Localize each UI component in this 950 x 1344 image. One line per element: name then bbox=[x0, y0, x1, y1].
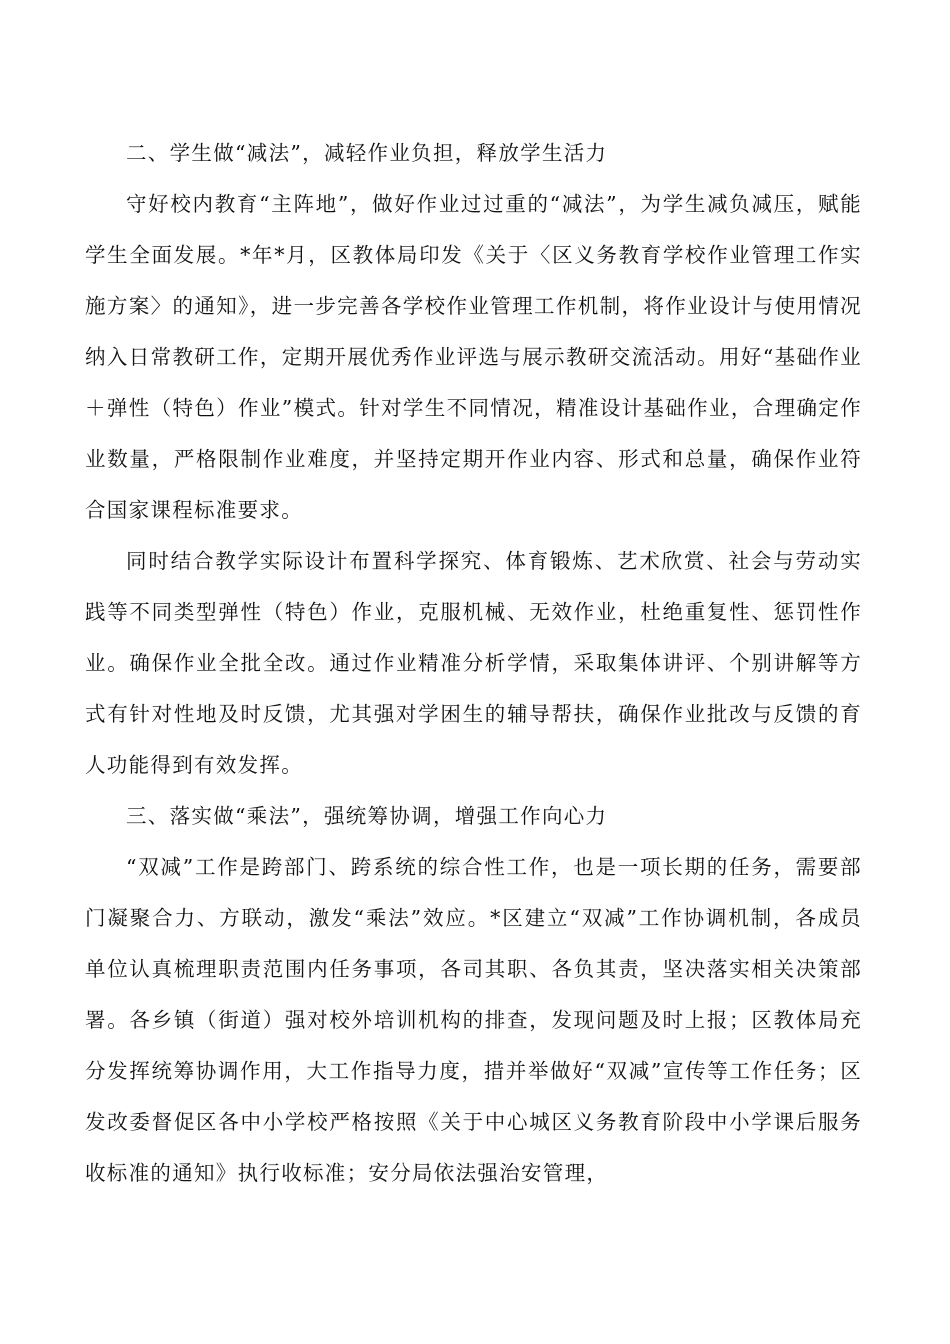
paragraph-3-1: “双减”工作是跨部门、跨系统的综合性工作，也是一项长期的任务，需要部门凝聚合力、方联动，激发“乘法”效应。*区建立“双减”工作协调机制，各成员单位认真梳理职责范围内任务事项，各司其职、各负其责，坚决落实相关决策部署。各乡镇（街道）强对校外培训机构的排查，发现问题及时上报；区教体局充分发挥统筹协调作用，大工作指导力度，措并举做好“双减”宣传等工作任务；区发改委督促区各中小学校严格按照《关于中心城区义务教育阶段中小学课后服务收标准的通知》执行收标准；安分局依法强治安管理， bbox=[85, 855, 862, 1185]
paragraph-2-2: 同时结合教学实际设计布置科学探究、体育锻炼、艺术欣赏、社会与劳动实践等不同类型弹性（特色）作业，克服机械、无效作业，杜绝重复性、惩罚性作业。确保作业全批全改。通过作业精准分析学情，采取集体讲评、个别讲解等方式有针对性地及时反馈，尤其强对学困生的辅导帮扶，确保作业批改与反馈的育人功能得到有效发挥。 bbox=[85, 549, 862, 777]
section-heading-3: 三、落实做“乘法”，强统筹协调，增强工作向心力 bbox=[126, 804, 608, 828]
section-heading-2: 二、学生做“减法”，减轻作业负担，释放学生活力 bbox=[126, 141, 608, 165]
document-body bbox=[85, 128, 862, 1199]
paragraph-2-1: 守好校内教育“主阵地”，做好作业过过重的“减法”，为学生减负减压，赋能学生全面发展。*年*月，区教体局印发《关于〈区义务教育学校作业管理工作实施方案〉的通知》，进一步完善各学校作业管理工作机制，将作业设计与使用情况纳入日常教研工作，定期开展优秀作业评选与展示教研交流活动。用好“基础作业＋弹性（特色）作业”模式。针对学生不同情况，精准设计基础作业，合理确定作业数量，严格限制作业难度，并坚持定期开作业内容、形式和总量，确保作业符合国家课程标准要求。 bbox=[85, 192, 862, 522]
